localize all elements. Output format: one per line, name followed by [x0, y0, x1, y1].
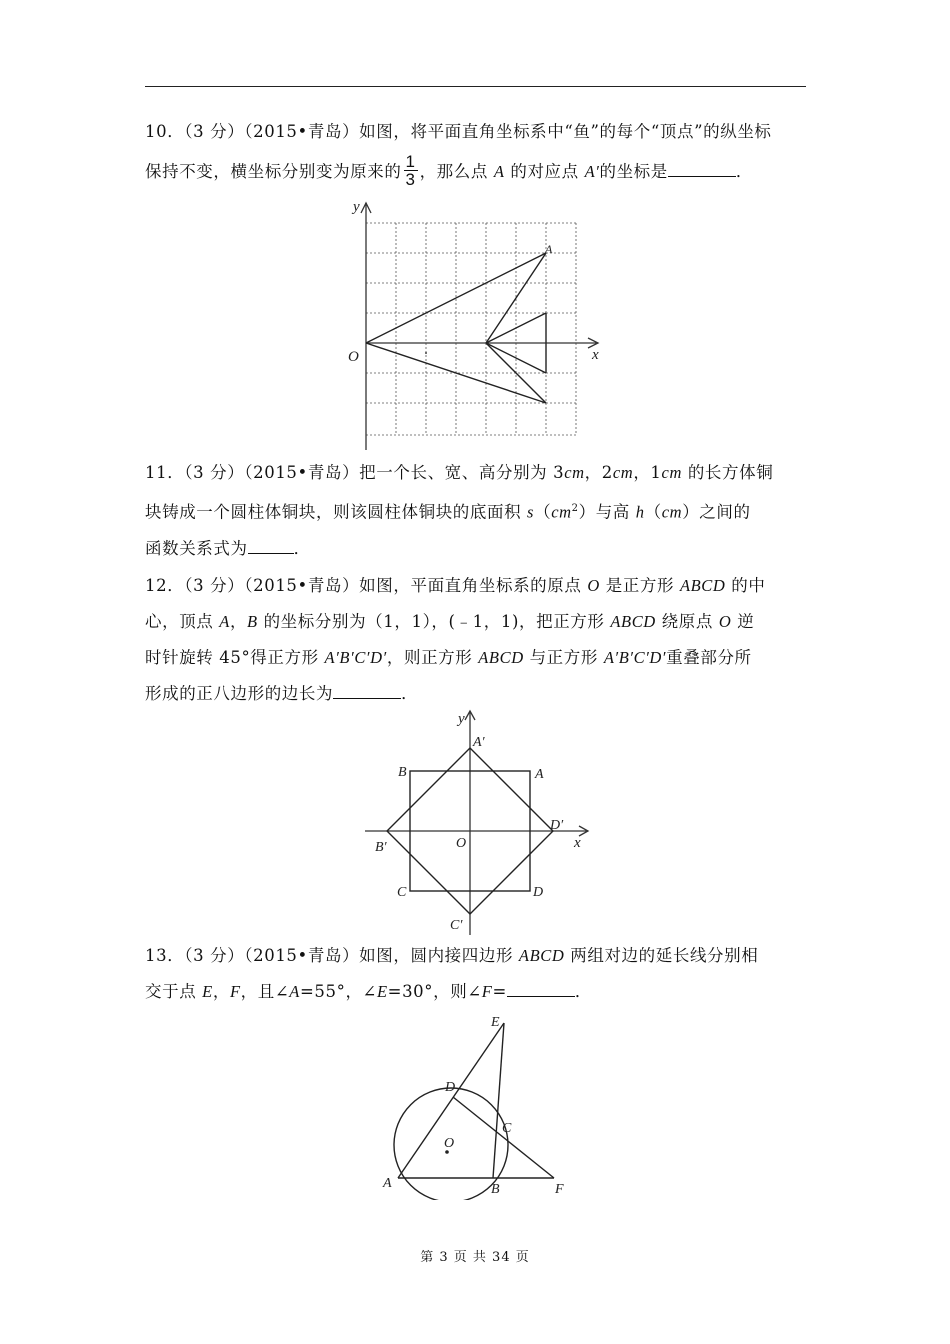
q10-text-2b: ，那么点 — [419, 162, 494, 181]
q11-text: ，2 — [584, 463, 613, 482]
q13-circle-figure — [375, 1010, 575, 1200]
q12-text: ，则正方形 — [386, 648, 479, 667]
q13-text: 两组对边的延长线分别相 — [564, 946, 759, 965]
q11-line-1 — [145, 455, 810, 491]
q11-text: 函数关系式为 — [145, 538, 248, 558]
var-E: E — [202, 982, 213, 1001]
frac-denominator: 3 — [405, 170, 416, 189]
q12-text: 绕原点 — [655, 612, 719, 631]
var-A-prime: A′ — [584, 162, 600, 181]
q11-text: 块铸成一个圆柱体铜块，则该圆柱体铜块的底面积 — [145, 502, 528, 522]
label-C: C — [502, 1121, 512, 1136]
q12-text: 的中 — [725, 576, 766, 595]
label-point-a: A — [545, 242, 553, 256]
label-C-prime: C′ — [450, 918, 463, 933]
q10-fish-figure — [340, 195, 610, 455]
var-ApBpCpDp: A′B′C′D′ — [324, 648, 387, 667]
var-s: s — [527, 502, 535, 522]
unit-cm2-exponent: 2 — [571, 503, 579, 514]
page-footer: 第 3 页 共 34 页 — [420, 1250, 530, 1265]
label-C: C — [397, 885, 407, 900]
q12-text: 与正方形 — [523, 648, 604, 667]
label-A: A — [383, 1176, 392, 1191]
q12-text: 时针旋转 45°得正方形 — [145, 648, 325, 667]
q13-text: ， — [212, 982, 230, 1001]
q12-text: 是正方形 — [599, 576, 680, 595]
q13-meta: （3 分）（2015•青岛） — [184, 946, 360, 965]
label-F: F — [555, 1182, 564, 1197]
question-10 — [145, 114, 810, 190]
unit-cm: cm — [661, 463, 682, 482]
q12-line-3 — [145, 640, 810, 676]
q11-text: （ — [644, 502, 662, 522]
q12-text: 形成的正八边形的边长为 — [145, 684, 334, 703]
var-ABCD: ABCD — [610, 612, 656, 631]
q11-text: ）之间的 — [682, 502, 751, 522]
q12-end: ． — [401, 684, 419, 703]
q13-number: 13． — [145, 946, 185, 965]
label-D-prime: D′ — [550, 818, 564, 833]
answer-blank[interactable] — [248, 533, 294, 554]
tick-dot — [425, 352, 427, 354]
q12-line-1 — [145, 568, 810, 604]
question-13 — [145, 938, 810, 1010]
q12-text: 的坐标分别为（1，1），(﹣1，1)，把正方形 — [257, 612, 611, 631]
var-ABCD: ABCD — [518, 946, 565, 965]
q11-text: ，1 — [633, 463, 662, 482]
answer-blank[interactable] — [507, 976, 575, 997]
var-A: A — [289, 982, 300, 1001]
label-y: y — [353, 199, 360, 215]
question-12 — [145, 568, 810, 712]
q10-line-1 — [145, 114, 810, 150]
q11-text: （ — [534, 502, 552, 522]
q12-text: 如图，平面直角坐标系的原点 — [359, 576, 588, 595]
label-A-prime: A′ — [473, 735, 485, 750]
label-O: O — [456, 836, 467, 851]
label-B-prime: B′ — [375, 840, 387, 855]
q12-meta: （3 分）（2015•青岛） — [184, 576, 360, 595]
frac-numerator: 1 — [405, 152, 416, 171]
label-D: D — [445, 1080, 456, 1095]
quadrilateral-lines — [398, 1023, 554, 1178]
var-A: A — [219, 612, 230, 631]
question-11 — [145, 455, 810, 567]
label-B: B — [398, 765, 407, 780]
q11-text: ）与高 — [578, 502, 636, 522]
header-rule — [145, 86, 806, 87]
var-A: A — [493, 162, 505, 181]
label-B: B — [491, 1182, 500, 1197]
q10-number: 10． — [145, 122, 185, 141]
q12-number: 12． — [145, 576, 185, 595]
unit-cm: cm — [564, 463, 585, 482]
q10-text-2a: 保持不变，横坐标分别变为原来的 — [145, 162, 402, 181]
label-D: D — [533, 885, 544, 900]
var-ABCD: ABCD — [478, 648, 524, 667]
q13-text: =55°，∠ — [299, 982, 377, 1001]
label-E: E — [491, 1015, 500, 1030]
label-y: y — [458, 711, 465, 727]
q13-text: =30°，则∠ — [387, 982, 482, 1001]
var-E: E — [376, 982, 388, 1001]
q13-text: 如图，圆内接四边形 — [359, 946, 519, 965]
q13-text: ，且∠ — [240, 982, 290, 1001]
q10-text-2c: 的对应点 — [504, 162, 585, 181]
q10-end: ． — [735, 162, 753, 181]
var-ABCD: ABCD — [679, 576, 726, 595]
fraction-one-third — [404, 153, 418, 188]
q13-line-2 — [145, 974, 810, 1010]
var-F: F — [229, 982, 241, 1001]
q11-meta: （3 分）（2015•青岛） — [184, 463, 360, 482]
answer-blank[interactable] — [333, 678, 401, 699]
q13-text: 交于点 — [145, 982, 203, 1001]
var-h: h — [635, 502, 645, 522]
label-A: A — [535, 767, 544, 782]
q12-line-2 — [145, 604, 810, 640]
q10-meta: （3 分）（2015•青岛） — [184, 122, 360, 141]
q10-text-2d: 的坐标是 — [599, 162, 668, 181]
q13-text: = — [492, 982, 507, 1001]
q11-text: 的长方体铜 — [681, 463, 774, 482]
var-ApBpCpDp: A′B′C′D′ — [603, 648, 667, 667]
var-O: O — [587, 576, 600, 595]
q12-text: 心，顶点 — [145, 612, 220, 631]
label-x: x — [592, 347, 599, 363]
var-B: B — [247, 612, 258, 631]
q11-line-3 — [145, 531, 810, 567]
var-O: O — [718, 612, 732, 631]
q13-line-1 — [145, 938, 810, 974]
unit-cm: cm — [661, 502, 683, 522]
label-origin: O — [348, 349, 359, 365]
q11-end: ． — [293, 538, 311, 558]
unit-cm: cm — [612, 463, 634, 482]
answer-blank[interactable] — [668, 156, 736, 177]
unit-cm2: cm — [551, 502, 572, 522]
q11-number: 11． — [145, 463, 185, 482]
q10-line-2 — [145, 154, 810, 190]
var-F: F — [481, 982, 493, 1001]
label-x: x — [574, 835, 581, 851]
q12-squares-figure — [360, 705, 600, 937]
q12-text: ， — [229, 612, 248, 631]
label-O: O — [444, 1136, 455, 1151]
q10-text-1: 如图，将平面直角坐标系中“鱼”的每个“顶点”的纵坐标 — [359, 122, 772, 141]
q11-line-2 — [145, 491, 810, 531]
q12-text: 重叠部分所 — [666, 648, 752, 667]
q11-text: 把一个长、宽、高分别为 3 — [359, 463, 565, 482]
q13-end: ． — [574, 982, 592, 1001]
q12-text: 逆 — [731, 612, 755, 631]
